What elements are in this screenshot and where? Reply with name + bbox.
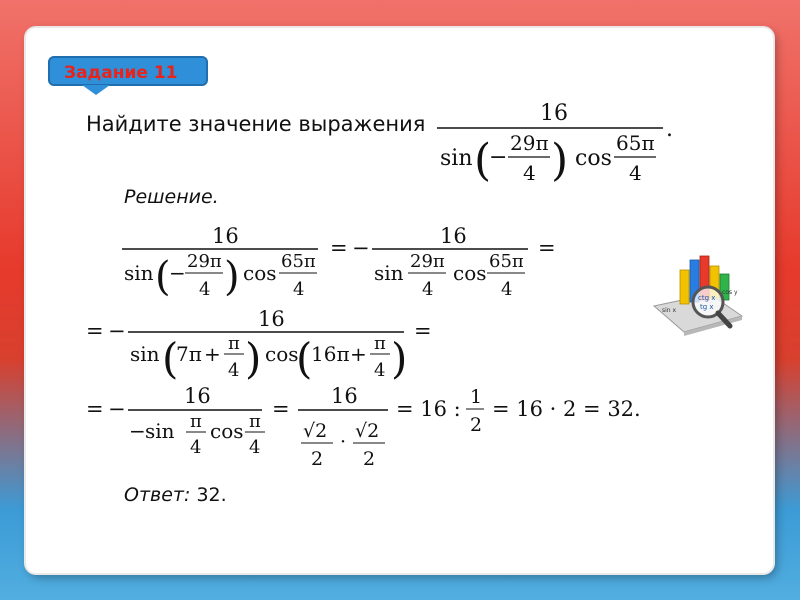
task-den4b: 4 <box>629 161 642 185</box>
svg-text:=: = <box>86 397 104 421</box>
solution-label: Решение. <box>124 186 219 208</box>
svg-text:+: + <box>350 342 367 366</box>
svg-text:16π: 16π <box>311 342 350 366</box>
svg-text:π: π <box>374 333 386 354</box>
answer-value: 32. <box>196 484 227 506</box>
svg-text:cos: cos <box>210 419 244 443</box>
answer-line <box>124 484 227 506</box>
svg-text:2: 2 <box>311 448 324 470</box>
task-period: . <box>666 117 673 142</box>
svg-text:4: 4 <box>501 279 513 300</box>
svg-text:+: + <box>204 342 221 366</box>
svg-text:−: − <box>352 236 370 260</box>
svg-text:π: π <box>249 411 261 432</box>
svg-text:29π: 29π <box>187 251 222 272</box>
svg-text:sin x: sin x <box>662 307 677 314</box>
svg-text:√2: √2 <box>303 420 328 442</box>
svg-text:cos: cos <box>265 342 299 366</box>
svg-text:−: − <box>169 261 186 285</box>
task-29pi: 29π <box>510 131 549 155</box>
paren-open: ( <box>474 135 492 186</box>
solution-line-1 <box>122 224 556 300</box>
svg-text:16: 16 <box>331 384 358 408</box>
svg-text:cos: cos <box>243 261 277 285</box>
svg-text:4: 4 <box>374 360 386 381</box>
svg-text:=: = <box>86 319 104 343</box>
svg-text:sin: sin <box>145 419 175 443</box>
svg-text:−: − <box>108 397 126 421</box>
svg-text:tg x: tg x <box>700 303 714 311</box>
svg-text:4: 4 <box>293 279 305 300</box>
svg-text:=: = <box>538 236 556 260</box>
svg-text:): ) <box>224 254 240 300</box>
task-minus: − <box>489 145 508 170</box>
svg-text:π: π <box>228 333 240 354</box>
answer-label: Ответ: <box>124 484 191 506</box>
trig-chart-logo-icon <box>650 250 746 342</box>
task-badge: Задание 11 <box>48 56 208 86</box>
svg-text:65π: 65π <box>281 251 316 272</box>
svg-text:2: 2 <box>363 448 376 470</box>
svg-text:=: = <box>414 319 432 343</box>
task-numerator: 16 <box>540 101 568 126</box>
task-statement: Найдите значение выражения <box>86 112 426 136</box>
paren-close: ) <box>551 135 569 186</box>
svg-text:16: 16 <box>258 307 285 331</box>
svg-text:−: − <box>129 419 146 443</box>
task-65pi: 65π <box>616 131 655 155</box>
task-fraction <box>437 101 673 186</box>
svg-text:cos y: cos y <box>722 289 738 296</box>
svg-text:ctg x: ctg x <box>698 294 716 302</box>
svg-text:65π: 65π <box>489 251 524 272</box>
svg-text:sin: sin <box>130 342 160 366</box>
svg-text:=: = <box>330 236 348 260</box>
svg-text:−: − <box>108 319 126 343</box>
task-cos: cos <box>575 146 612 171</box>
svg-text:4: 4 <box>228 360 240 381</box>
svg-text:= 16 · 2 = 32.: = 16 · 2 = 32. <box>492 397 641 421</box>
svg-text:cos: cos <box>453 261 487 285</box>
svg-text:16: 16 <box>184 384 211 408</box>
svg-text:√2: √2 <box>355 420 380 442</box>
solution-line-2 <box>86 307 432 383</box>
svg-text:2: 2 <box>470 414 483 436</box>
svg-text:4: 4 <box>199 279 211 300</box>
svg-text:sin: sin <box>124 261 154 285</box>
solution-line-3 <box>86 384 641 470</box>
svg-text:29π: 29π <box>410 251 445 272</box>
svg-text:16: 16 <box>212 224 239 248</box>
svg-text:): ) <box>245 334 262 383</box>
svg-text:·: · <box>340 431 347 453</box>
svg-text:4: 4 <box>249 437 261 458</box>
svg-text:1: 1 <box>470 386 483 408</box>
svg-text:(: ( <box>155 254 171 300</box>
svg-text:= 16 :: = 16 : <box>396 397 461 421</box>
svg-text:): ) <box>391 334 408 383</box>
svg-text:=: = <box>272 397 290 421</box>
task-den4a: 4 <box>523 161 536 185</box>
svg-text:sin: sin <box>374 261 404 285</box>
svg-text:4: 4 <box>422 279 434 300</box>
svg-text:(: ( <box>162 334 179 383</box>
svg-text:(: ( <box>296 334 313 383</box>
svg-text:16: 16 <box>440 224 467 248</box>
svg-text:4: 4 <box>190 437 202 458</box>
svg-text:π: π <box>190 411 202 432</box>
svg-text:7π: 7π <box>176 342 202 366</box>
task-sin: sin <box>440 146 473 171</box>
